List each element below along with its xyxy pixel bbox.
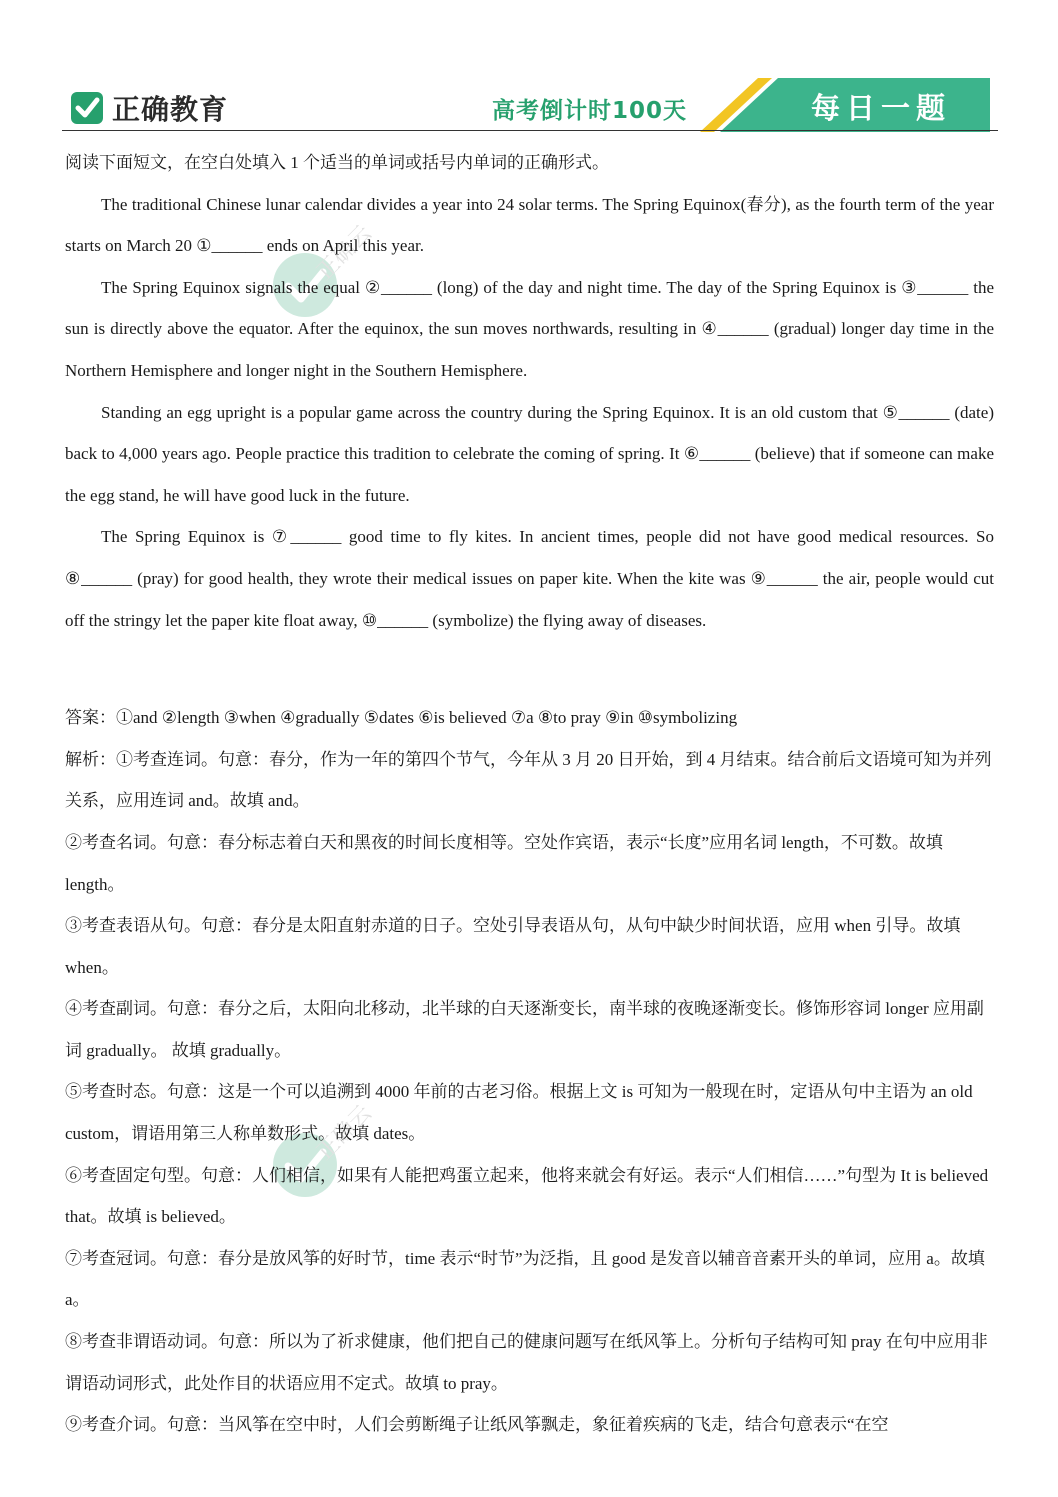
analysis-item: ⑤考查时态。句意：这是一个可以追溯到 4000 年前的古老习俗。根据上文 is 可知为一般现在时，定语从句中主语为 an old custom，谓语用第三人称单数形式。故填 dates。 (65, 1082, 973, 1144)
analysis-item: ⑦考查冠词。句意：春分是放风筝的好时节，time 表示“时节”为泛指，且 good 是发音以辅音音素开头的单词，应用 a。故填 a。 (65, 1248, 985, 1310)
analysis-item: ④考查副词。句意：春分之后，太阳向北移动，北半球的白天逐渐变长，南半球的夜晚逐渐变长。修饰形容词 longer 应用副词 gradually。 故填 gradually。 (65, 999, 984, 1060)
analysis-item: ②考查名词。句意：春分标志着白天和黑夜的时间长度相等。空处作宾语，表示“长度”应用名词 length，不可数。故填 length。 (65, 832, 943, 894)
banner-title: 每日一题 (810, 91, 951, 125)
page-header (0, 0, 1058, 140)
brand-name: 正确教育 (112, 93, 229, 126)
analysis-item: 解析：①考查连词。句意：春分，作为一年的第四个节气，今年从 3 月 20 日开始，到 4 月结束。结合前后文语境可知为并列关系，应用连词 and。故填 and。 (65, 749, 992, 811)
header-divider (62, 130, 998, 131)
passage-paragraph: The Spring Equinox signals the equal ②______ (long) of the day and night time. The day of the Spring Equinox is ③______ the sun is directly above the equator. After the equinox, the sun moves northwards, resulting in ④______ (gradual) longer day time in the Northern Hemisphere and longer night in the Southern Hemisphere. (65, 277, 994, 380)
passage-paragraph: Standing an egg upright is a popular game across the country during the Spring Equinox. It is an old custom that ⑤______ (date) back to 4,000 years ago. People practice this tradition to celebrate the coming of spring. It ⑥______ (believe) that if someone can make the egg stand, he will have good luck in the future. (65, 402, 994, 505)
passage-paragraph: The traditional Chinese lunar calendar divides a year into 24 solar terms. The Spring Equinox(春分), as the fourth term of the year starts on March 20 ①______ ends on April this year. (65, 194, 994, 256)
checkmark-icon (70, 91, 104, 125)
watermark-text: 正确云 (312, 1100, 377, 1166)
brand-logo (70, 88, 228, 128)
instruction: 阅读下面短文，在空白处填入 1 个适当的单词或括号内单词的正确形式。 (65, 153, 609, 172)
daily-question-banner (700, 78, 990, 132)
watermark-text: 正确云 (312, 220, 377, 286)
analysis-item: ③考查表语从句。句意：春分是太阳直射赤道的日子。空处引导表语从句，从句中缺少时间状语，应用 when 引导。故填 when。 (65, 916, 961, 977)
analysis-item: ⑨考查介词。句意：当风筝在空中时，人们会剪断绳子让纸风筝飘走，象征着疾病的飞走，结合句意表示“在空 (65, 1415, 889, 1435)
section-spacer (65, 641, 994, 697)
exam-countdown: 高考倒计时100天 (492, 98, 688, 124)
answer-key: 答案：①and ②length ③when ④gradually ⑤dates ⑥is believed ⑦a ⑧to pray ⑨in ⑩symbolizing (65, 708, 738, 728)
analysis-item: ⑧考查非谓语动词。句意：所以为了祈求健康，他们把自己的健康问题写在纸风筝上。分析句子结构可知 pray 在句中应用非谓语动词形式，此处作目的状语应用不定式。故填 to pray。 (65, 1332, 988, 1393)
analysis-item: ⑥考查固定句型。句意：人们相信，如果有人能把鸡蛋立起来，他将来就会有好运。表示“人们相信……”句型为 It is believed that。故填 is believed。 (65, 1165, 989, 1227)
question-content (65, 142, 994, 1446)
passage-paragraph: The Spring Equinox is ⑦______ good time to fly kites. In ancient times, people did not have good medical resources. So ⑧______ (pray) for good health, they wrote their medical issues on paper kite. When the kite was ⑨______ the air, people would cut off the stringy let the paper kite float away, ⑩______ (symbolize) the flying away of diseases. (65, 527, 994, 630)
